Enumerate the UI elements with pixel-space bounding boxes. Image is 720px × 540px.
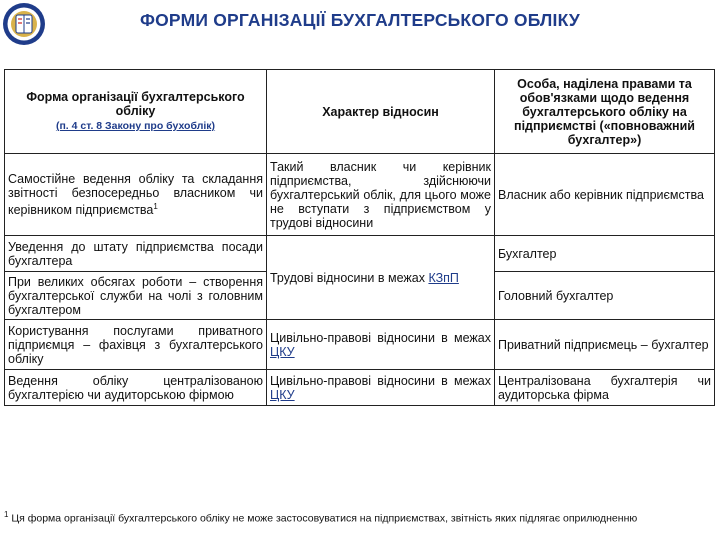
header-form xyxy=(5,70,267,154)
footnote-number: 1 xyxy=(4,510,9,519)
cku-link[interactable]: ЦКУ xyxy=(270,387,295,402)
row-person-cell: Бухгалтер xyxy=(495,236,715,272)
row-person-cell: Головний бухгалтер xyxy=(495,272,715,320)
header-person: Особа, наділена правами та обов'язками щодо ведення бухгалтерського обліку на підприємстві («повноважний бухгалтер») xyxy=(495,70,715,154)
row-relation-cell: Цивільно-правові відносини в межах ЦКУ xyxy=(267,320,495,370)
footnote xyxy=(4,508,704,526)
header-relation: Характер відносин xyxy=(267,70,495,154)
row-person-cell: Приватний підприємець – бухгалтер xyxy=(495,320,715,370)
forms-table xyxy=(4,69,715,406)
row-form-cell: Користування послугами приватного підприємця – фахівця з бухгалтерського обліку xyxy=(5,320,267,370)
table-row xyxy=(5,154,715,236)
row-relation-cell: Цивільно-правові відносини в межах ЦКУ xyxy=(267,370,495,406)
footnote-mark: 1 xyxy=(153,201,158,211)
table-row xyxy=(5,370,715,406)
page-title: ФОРМИ ОРГАНІЗАЦІЇ БУХГАЛТЕРСЬКОГО ОБЛІКУ xyxy=(139,10,580,30)
kzpp-link[interactable]: КЗпП xyxy=(428,270,459,285)
row-person-cell: Централізована бухгалтерія чи аудиторська фірма xyxy=(495,370,715,406)
university-emblem-icon xyxy=(2,2,46,46)
table-row xyxy=(5,236,715,272)
row-form-cell: При великих обсягах роботи – створення бухгалтерської служби на чолі з головним бухгалтером xyxy=(5,272,267,320)
header-form-label: Форма організації бухгалтерського обліку xyxy=(26,90,245,118)
row-relation-cell: Трудові відносини в межах КЗпП xyxy=(267,236,495,320)
cku-link[interactable]: ЦКУ xyxy=(270,344,295,359)
footnote-text: Ця форма організації бухгалтерського обліку не може застосовуватися на підприємствах, звітність яких підлягає оприлюдненню xyxy=(8,512,638,525)
row-form-cell: Самостійне ведення обліку та складання звітності безпосередньо власником чи керівником підприємства$^1$ xyxy=(5,154,267,236)
table-header-row xyxy=(5,70,715,154)
row-form-cell: Ведення обліку централізованою бухгалтерією чи аудиторською фірмою xyxy=(5,370,267,406)
table-row xyxy=(5,320,715,370)
law-reference-link[interactable]: (п. 4 ст. 8 Закону про бухоблік) xyxy=(55,120,216,132)
row-relation-cell: Такий власник чи керівник підприємства, здійснюючи бухгалтерський облік, для цього може не вступати з підприємством у трудові відносини xyxy=(267,154,495,236)
row-person-cell: Власник або керівник підприємства xyxy=(495,154,715,236)
row-form-cell: Уведення до штату підприємства посади бухгалтера xyxy=(5,236,267,272)
